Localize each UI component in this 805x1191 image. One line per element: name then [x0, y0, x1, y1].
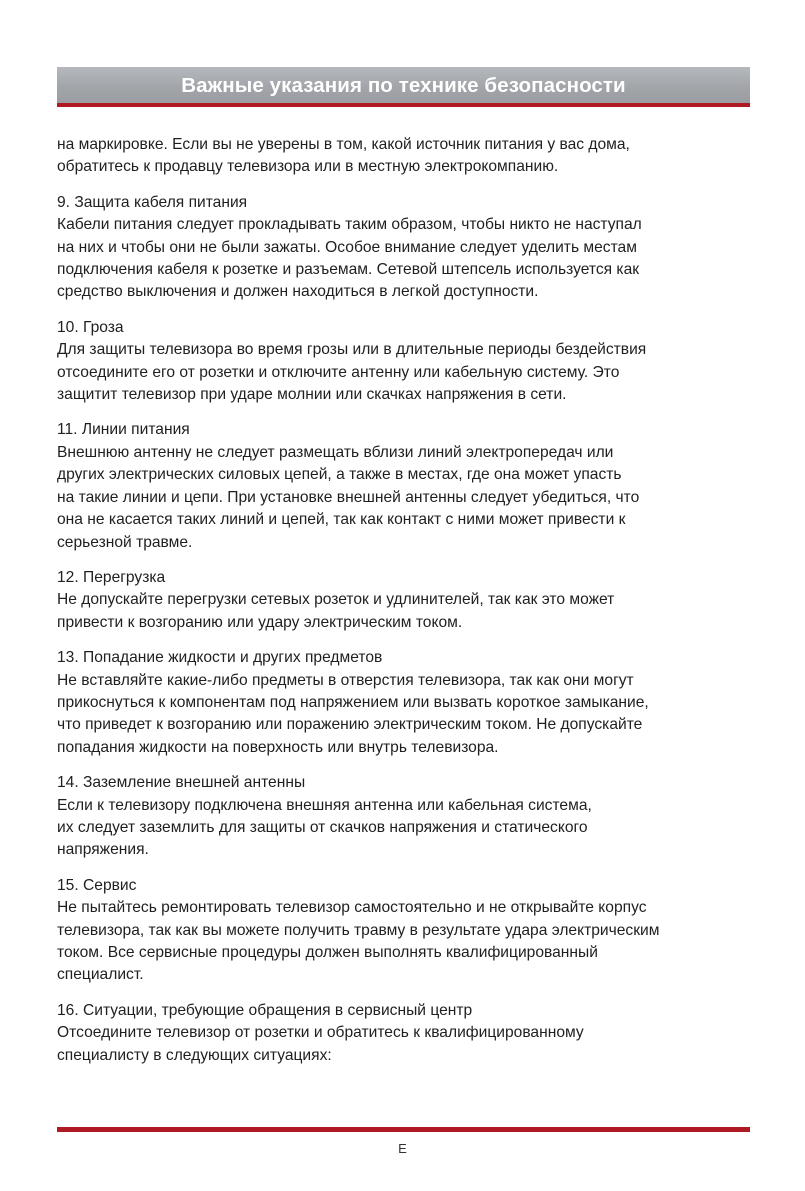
section-14	[57, 772, 757, 862]
section-11	[57, 419, 757, 553]
section-title: 14. Заземление внешней антенны	[57, 774, 306, 792]
page-number: E	[398, 1141, 407, 1156]
section-title: 11. Линии питания	[57, 421, 190, 439]
section-body: Не вставляйте какие-либо предметы в отверстия телевизора, так как они могут прикоснуться к компонентам под напряжением или вызвать короткое замыкание, что приведет к возгоранию или поражению электрическим током. Не допускайте попадания жидкости на поверхность или внутрь телевизора.	[57, 671, 649, 756]
document-body	[57, 134, 757, 1067]
intro-paragraph: на маркировке. Если вы не уверены в том, какой источник питания у вас дома, обратитесь к продавцу телевизора или в местную электрокомпанию.	[57, 136, 630, 176]
section-body: Внешнюю антенну не следует размещать вблизи линий электропередач или других электрических силовых цепей, а также в местах, где она может упасть на такие линии и цепи. При установке внешней антенны следует убедиться, что она не касается таких линий и цепей, так как контакт с ними может привести к серьезной травме.	[57, 443, 640, 551]
section-13	[57, 647, 757, 759]
section-title: 13. Попадание жидкости и других предметов	[57, 649, 383, 667]
page-title: Важные указания по технике безопасности	[181, 74, 626, 97]
section-title: 16. Ситуации, требующие обращения в сервисный центр	[57, 1001, 473, 1019]
section-body: Не допускайте перегрузки сетевых розеток и удлинителей, так как это может привести к возгоранию или удару электрическим током.	[57, 591, 615, 631]
section-body: Если к телевизору подключена внешняя антенна или кабельная система, их следует заземлить для защиты от скачков напряжения и статического напряжения.	[57, 796, 592, 859]
section-title: 12. Перегрузка	[57, 568, 166, 586]
section-10	[57, 317, 757, 407]
section-title: 15. Сервис	[57, 876, 137, 894]
section-body: Для защиты телевизора во время грозы или в длительные периоды бездействия отсоедините его от розетки и отключите антенну или кабельную систему. Это защитит телевизор при ударе молнии или скачках напряжения в сети.	[57, 341, 647, 404]
section-title: 10. Гроза	[57, 318, 124, 336]
section-body: Не пытайтесь ремонтировать телевизор самостоятельно и не открывайте корпус телевизора, так как вы можете получить травму в результате удара электрическим током. Все сервисные процедуры должен выполнять квалифицированный специалист.	[57, 899, 660, 984]
section-12	[57, 567, 757, 634]
section-15	[57, 875, 757, 987]
footer-divider	[57, 1127, 750, 1132]
section-body: Кабели питания следует прокладывать таким образом, чтобы никто не наступал на них и чтобы они не были зажаты. Особое внимание следует уделить местам подключения кабеля к розетке и разъемам. Сетевой штепсель используется как средство выключения и должен находиться в легкой доступности.	[57, 216, 642, 301]
section-9	[57, 192, 757, 304]
section-title: 9. Защита кабеля питания	[57, 193, 248, 211]
section-body: Отсоедините телевизор от розетки и обратитесь к квалифицированному специалисту в следующих ситуациях:	[57, 1024, 584, 1064]
header-bar	[57, 67, 750, 107]
section-16	[57, 1000, 757, 1067]
